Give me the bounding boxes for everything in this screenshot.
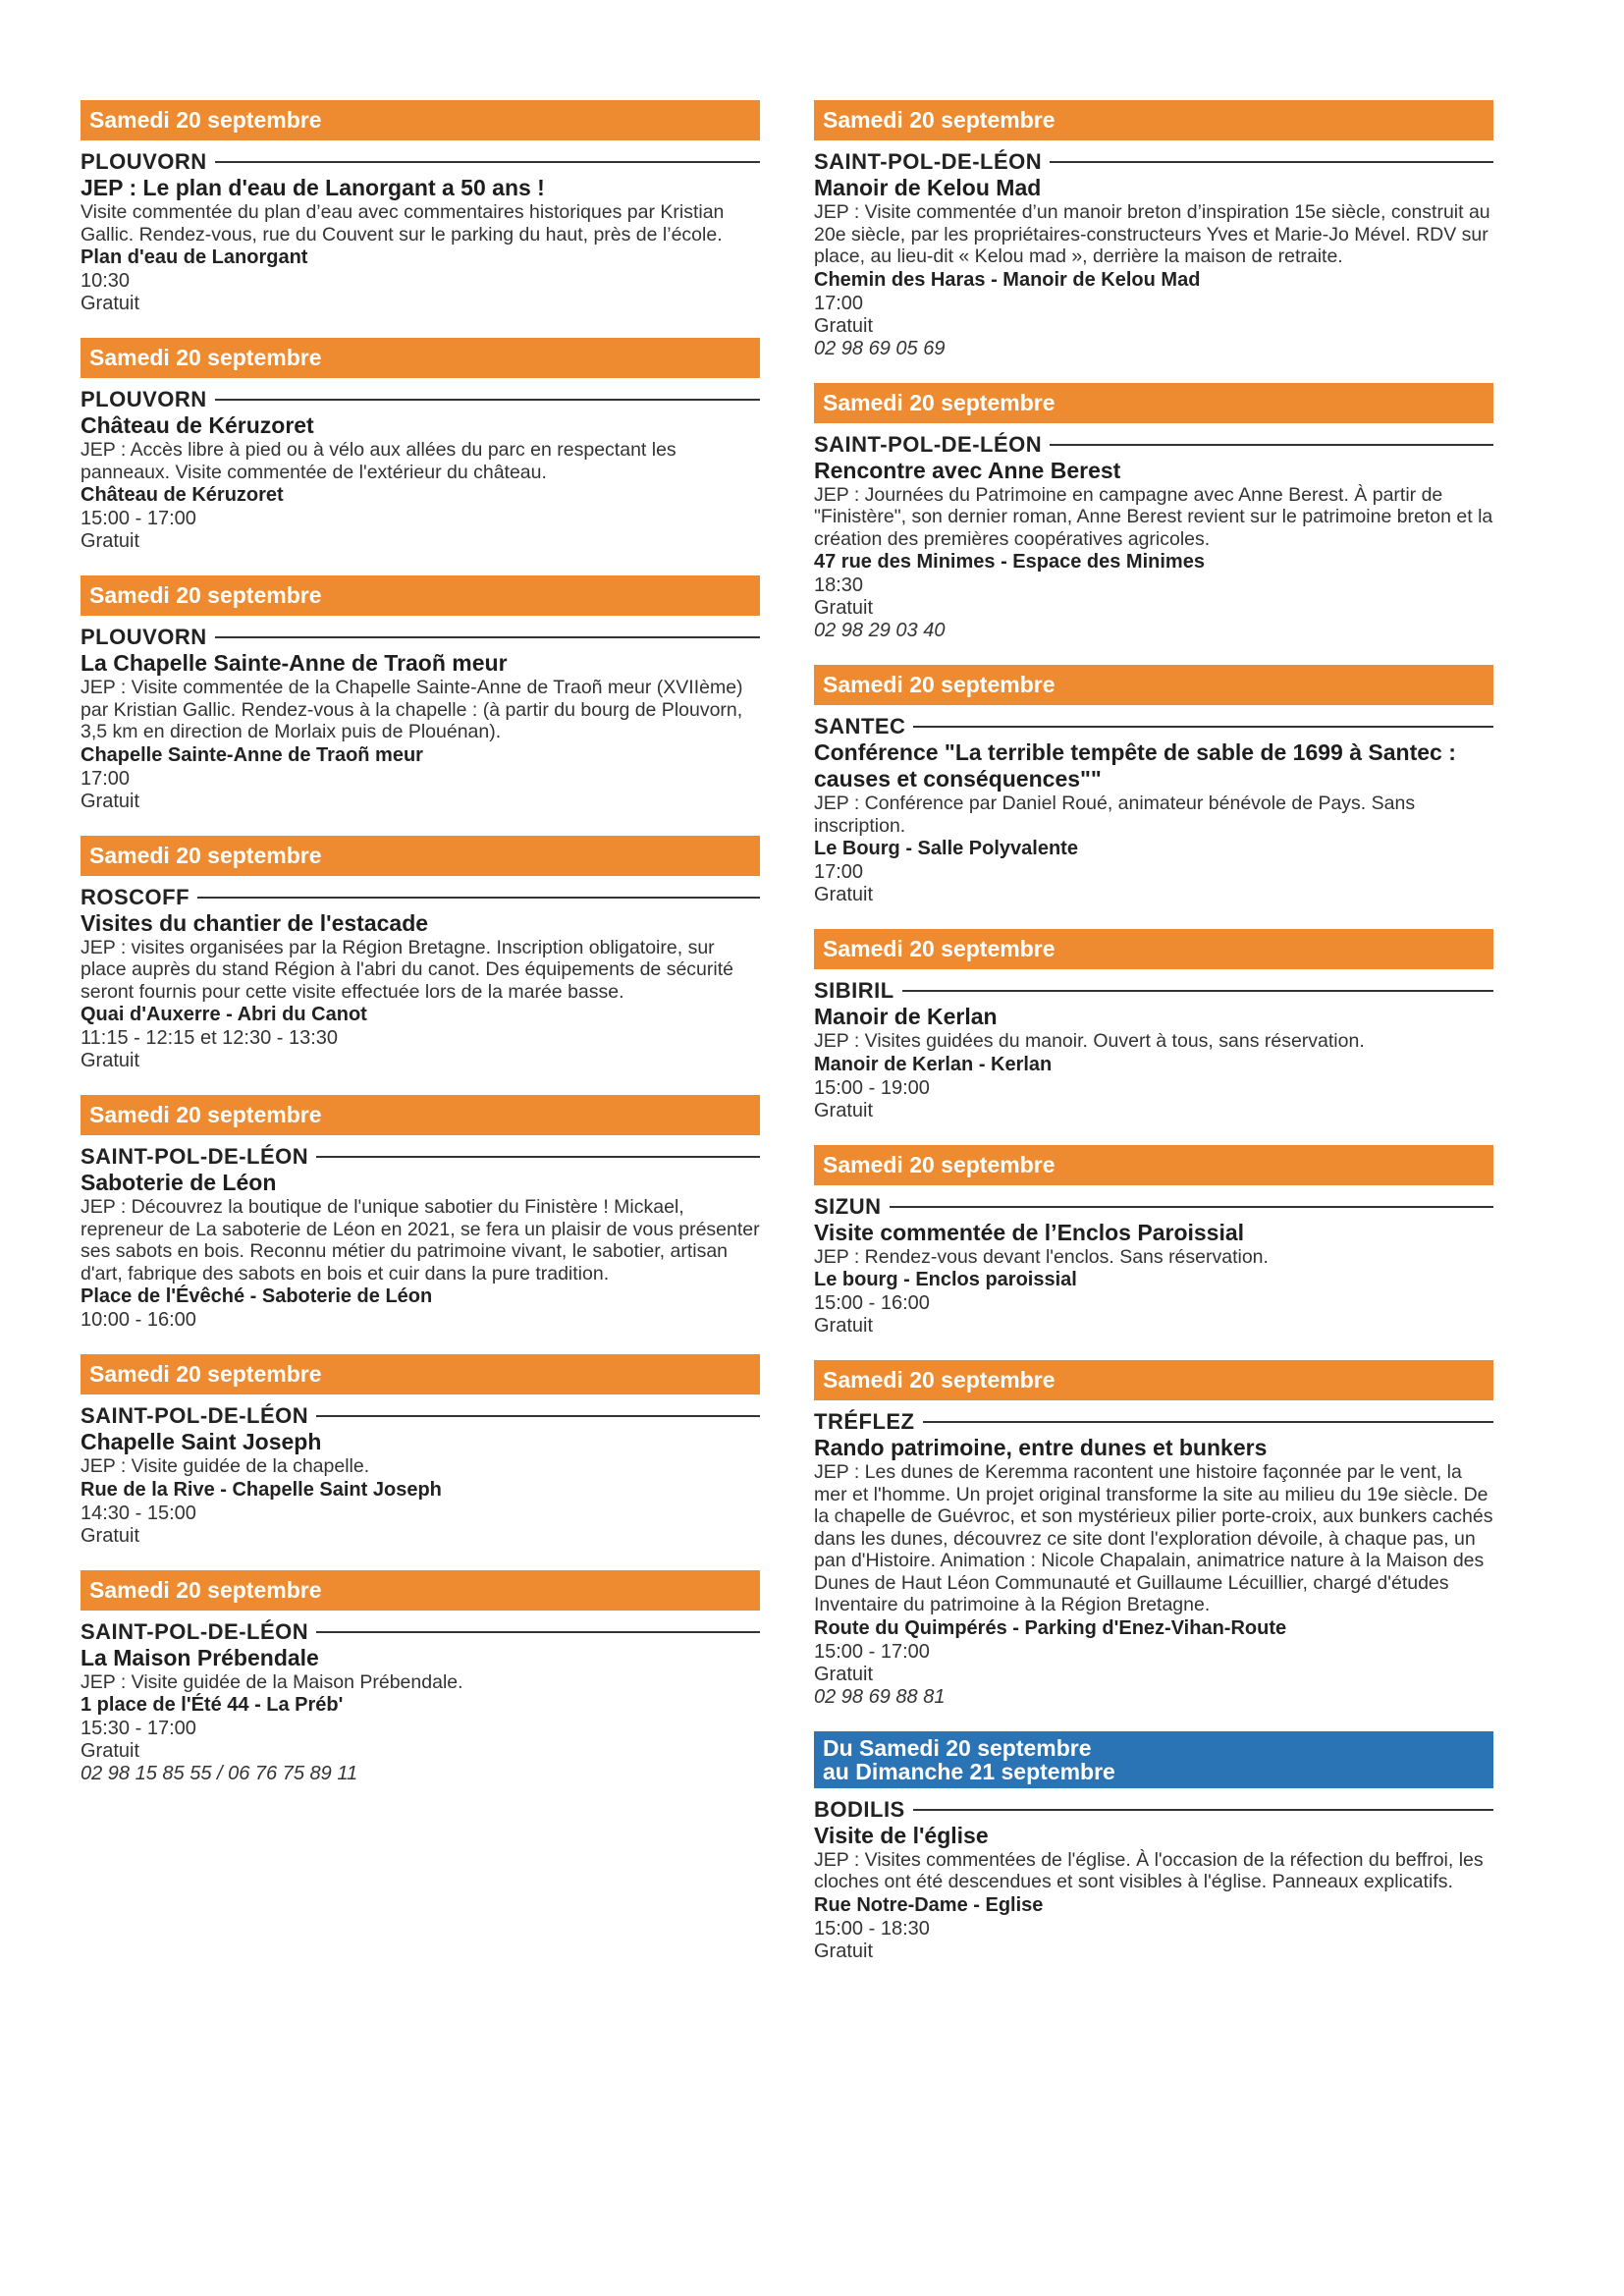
event-city: PLOUVORN — [81, 387, 207, 411]
date-band — [814, 1360, 1493, 1400]
city-row — [814, 1409, 1493, 1435]
divider-line — [902, 990, 1493, 992]
event-date: Samedi 20 septembre — [823, 389, 1056, 415]
event-date: Samedi 20 septembre — [89, 107, 322, 133]
date-band — [814, 665, 1493, 705]
event-title: Conférence "La terrible tempête de sable de 1699 à Santec : causes et conséquences"" — [814, 739, 1456, 792]
event-date: Samedi 20 septembre — [89, 345, 322, 370]
event-city: SAINT-POL-DE-LÉON — [81, 1618, 309, 1644]
divider-line — [215, 161, 760, 163]
event-time: 17:00 — [814, 292, 864, 314]
event-listing — [814, 929, 1493, 1122]
event-date: Samedi 20 septembre — [89, 842, 322, 868]
event-date: Du Samedi 20 septembre — [823, 1734, 1092, 1761]
event-city: SAINT-POL-DE-LÉON — [81, 1403, 309, 1428]
event-date: Samedi 20 septembre — [823, 672, 1056, 697]
city-row — [81, 1619, 760, 1645]
city-row — [814, 714, 1493, 739]
event-phone: 02 98 69 88 81 — [814, 1685, 946, 1708]
city-row — [81, 149, 760, 175]
event-title: Rando patrimoine, entre dunes et bunkers — [814, 1435, 1268, 1460]
event-listing — [81, 575, 760, 813]
city-row — [81, 885, 760, 910]
event-time: 15:00 - 16:00 — [814, 1292, 930, 1314]
date-band — [814, 383, 1493, 423]
event-listing — [814, 1145, 1493, 1339]
event-location: Manoir de Kerlan - Kerlan — [814, 1053, 1053, 1075]
event-location: Route du Quimpérés - Parking d'Enez-Vihan-Route — [814, 1616, 1287, 1639]
event-price: Gratuit — [814, 1940, 874, 1962]
event-description: JEP : Visite guidée de la Maison Prébendale. — [81, 1670, 463, 1693]
event-location: Rue de la Rive - Chapelle Saint Joseph — [81, 1478, 442, 1501]
city-row — [814, 1797, 1493, 1823]
event-phone: 02 98 15 85 55 / 06 76 75 89 11 — [81, 1763, 358, 1784]
event-city: PLOUVORN — [81, 625, 207, 649]
date-band — [81, 1570, 760, 1611]
event-location: Rue Notre-Dame - Eglise — [814, 1893, 1044, 1916]
event-location: Quai d'Auxerre - Abri du Canot — [81, 1004, 367, 1025]
event-time: 10:00 - 16:00 — [81, 1309, 196, 1331]
event-description: JEP : Découvrez la boutique de l'unique sabotier du Finistère ! Mickael, repreneur de La saboterie de Léon en 2021, se fera un plaisir de vous présenter ses sabots en bois. Reconnu métier du patrimoine vivant, le sabotier, artisan d'art, fabrique des sabots en bois et cuir dans la pure tradition. — [81, 1196, 760, 1285]
event-date: Samedi 20 septembre — [89, 1576, 322, 1603]
event-title: Manoir de Kerlan — [814, 1004, 998, 1029]
city-row — [814, 1194, 1493, 1220]
event-description: JEP : visites organisées par la Région Bretagne. Inscription obligatoire, sur place auprès du stand Région à l'abri du canot. Des équipements de sécurité seront fournis pour cette visite effectuée lors de la marée basse. — [81, 936, 733, 1003]
event-description: JEP : Visite commentée de la Chapelle Sainte-Anne de Traoñ meur (XVIIème) par Kristian Gallic. Rendez-vous à la chapelle : (à partir du bourg de Plouvorn, 3,5 km en direction de Morlaix puis de Plouénan). — [81, 677, 743, 742]
event-date: Samedi 20 septembre — [823, 1367, 1056, 1393]
event-price: Gratuit — [814, 597, 874, 619]
event-price: Gratuit — [81, 1050, 140, 1071]
event-title: La Chapelle Sainte-Anne de Traoñ meur — [81, 650, 508, 676]
divider-line — [1050, 444, 1493, 446]
date-band — [81, 1095, 760, 1135]
date-band — [81, 100, 760, 140]
event-location: Chemin des Haras - Manoir de Kelou Mad — [814, 268, 1201, 291]
event-city: SAINT-POL-DE-LÉON — [81, 1144, 309, 1169]
event-location: Place de l'Évêché - Saboterie de Léon — [81, 1285, 433, 1307]
event-listing — [81, 1354, 760, 1548]
event-title: JEP : Le plan d'eau de Lanorgant a 50 ans ! — [81, 175, 545, 200]
event-city: PLOUVORN — [81, 149, 207, 174]
city-row — [814, 149, 1493, 175]
event-location: 47 rue des Minimes - Espace des Minimes — [814, 551, 1205, 573]
city-row — [81, 1144, 760, 1170]
event-price: Gratuit — [814, 884, 874, 905]
date-band — [81, 338, 760, 378]
date-band — [81, 1354, 760, 1394]
event-city: SAINT-POL-DE-LÉON — [814, 431, 1043, 457]
event-date: Samedi 20 septembre — [823, 1151, 1056, 1177]
event-price: Gratuit — [81, 530, 140, 552]
date-band — [814, 929, 1493, 969]
event-city: BODILIS — [814, 1796, 905, 1822]
left-column — [81, 100, 760, 1808]
event-time: 15:00 - 17:00 — [814, 1640, 930, 1663]
event-city: SAINT-POL-DE-LÉON — [814, 149, 1043, 174]
divider-line — [197, 897, 760, 899]
event-title: Manoir de Kelou Mad — [814, 175, 1042, 200]
event-time: 17:00 — [814, 861, 864, 883]
event-location: Chapelle Sainte-Anne de Traoñ meur — [81, 743, 423, 766]
event-city: SIZUN — [814, 1193, 882, 1219]
city-row — [81, 1403, 760, 1429]
event-price: Gratuit — [81, 293, 140, 314]
event-listing — [81, 1570, 760, 1786]
event-listing — [814, 1731, 1493, 1963]
date-band — [814, 1731, 1493, 1788]
divider-line — [215, 636, 760, 638]
event-price: Gratuit — [81, 1524, 140, 1547]
event-location: Plan d'eau de Lanorgant — [81, 246, 308, 268]
event-title: La Maison Prébendale — [81, 1644, 319, 1670]
event-city: SANTEC — [814, 714, 906, 738]
date-band — [81, 575, 760, 616]
event-location: Château de Kéruzoret — [81, 484, 284, 506]
event-time: 10:30 — [81, 270, 131, 292]
divider-line — [215, 399, 760, 401]
event-time: 15:00 - 18:30 — [814, 1917, 930, 1940]
event-date: Samedi 20 septembre — [89, 1102, 322, 1127]
event-description: JEP : Les dunes de Keremma racontent une histoire façonnée par le vent, la mer et l'homme. Un projet original transforme la site au milieu du 19e siècle. De la chapelle de Guévroc, et son mystérieux pilier porte-croix, aux bunkers cachés dans les dunes, découvrez ce site dont l'exploration dévoile, à chaque pas, un pan d'Histoire. Animation : Nicole Chapalain, animatrice nature à la Maison des Dunes de Haut Léon Communauté et Guillaume Lécuillier, chargé d'études Inventaire du patrimoine à la Région Bretagne. — [814, 1461, 1493, 1615]
event-description: JEP : Visite guidée de la chapelle. — [81, 1455, 370, 1477]
event-city: ROSCOFF — [81, 884, 190, 909]
event-date: Samedi 20 septembre — [89, 1361, 322, 1387]
event-date-end: au Dimanche 21 septembre — [823, 1758, 1115, 1784]
divider-line — [316, 1156, 760, 1158]
city-row — [81, 387, 760, 412]
event-description: JEP : Rendez-vous devant l'enclos. Sans réservation. — [814, 1245, 1269, 1268]
divider-line — [890, 1206, 1494, 1208]
event-location: Le Bourg - Salle Polyvalente — [814, 838, 1078, 859]
event-description: JEP : Accès libre à pied ou à vélo aux allées du parc en respectant les panneaux. Visite commentée de l'extérieur du château. — [81, 439, 677, 483]
event-title: Château de Kéruzoret — [81, 412, 314, 438]
event-time: 17:00 — [81, 767, 131, 790]
event-time: 15:30 - 17:00 — [81, 1718, 196, 1739]
date-band — [81, 836, 760, 876]
event-title: Visite de l'église — [814, 1822, 989, 1848]
event-price: Gratuit — [814, 1663, 874, 1685]
right-column — [814, 100, 1493, 1986]
event-title: Visite commentée de l’Enclos Paroissial — [814, 1219, 1245, 1245]
date-band — [814, 100, 1493, 140]
event-date: Samedi 20 septembre — [823, 107, 1056, 133]
divider-line — [316, 1631, 760, 1633]
event-date: Samedi 20 septembre — [823, 936, 1056, 961]
event-price: Gratuit — [81, 1740, 140, 1762]
date-band — [814, 1145, 1493, 1185]
event-time: 14:30 - 15:00 — [81, 1502, 196, 1524]
event-location: Le bourg - Enclos paroissial — [814, 1269, 1077, 1290]
event-phone: 02 98 69 05 69 — [814, 337, 946, 359]
event-listing — [81, 1095, 760, 1332]
event-listing — [814, 1360, 1493, 1709]
event-description: JEP : Conférence par Daniel Roué, animateur bénévole de Pays. Sans inscription. — [814, 793, 1416, 837]
city-row — [814, 432, 1493, 458]
event-price: Gratuit — [814, 1315, 874, 1337]
event-price: Gratuit — [814, 1099, 874, 1121]
event-title: Rencontre avec Anne Berest — [814, 457, 1121, 483]
event-time: 15:00 - 19:00 — [814, 1076, 930, 1099]
divider-line — [913, 1809, 1493, 1811]
event-description: JEP : Visites guidées du manoir. Ouvert à tous, sans réservation. — [814, 1030, 1365, 1052]
event-price: Gratuit — [81, 790, 140, 812]
event-description: JEP : Visites commentées de l'église. À l'occasion de la réfection du beffroi, les cloches ont été descendues et sont visibles à l'église. Panneaux explicatifs. — [814, 1848, 1484, 1892]
event-listing — [81, 100, 760, 315]
event-listing — [814, 383, 1493, 643]
event-title: Visites du chantier de l'estacade — [81, 909, 429, 936]
event-price: Gratuit — [814, 314, 874, 337]
city-row — [81, 625, 760, 650]
event-time: 11:15 - 12:15 et 12:30 - 13:30 — [81, 1027, 339, 1049]
event-listing — [81, 836, 760, 1073]
event-city: SIBIRIL — [814, 978, 894, 1003]
event-description: Visite commentée du plan d’eau avec commentaires historiques par Kristian Gallic. Rendez-vous, rue du Couvent sur le parking du haut, près de l’école. — [81, 201, 725, 246]
event-listing — [814, 665, 1493, 906]
divider-line — [316, 1415, 760, 1417]
event-title: Chapelle Saint Joseph — [81, 1429, 322, 1454]
event-listing — [81, 338, 760, 553]
event-city: TRÉFLEZ — [814, 1409, 915, 1434]
event-date: Samedi 20 septembre — [89, 582, 322, 608]
divider-line — [923, 1421, 1494, 1423]
event-time: 15:00 - 17:00 — [81, 508, 196, 529]
event-location: 1 place de l'Été 44 - La Préb' — [81, 1694, 344, 1716]
divider-line — [913, 726, 1493, 728]
event-phone: 02 98 29 03 40 — [814, 620, 946, 641]
event-listing — [814, 100, 1493, 360]
event-time: 18:30 — [814, 574, 864, 596]
event-title: Saboterie de Léon — [81, 1170, 277, 1195]
city-row — [814, 978, 1493, 1004]
event-description: JEP : Journées du Patrimoine en campagne avec Anne Berest. À partir de "Finistère", son dernier roman, Anne Berest revient sur le patrimoine breton et la création des premières coopératives agricoles. — [814, 483, 1493, 550]
event-description: JEP : Visite commentée d’un manoir breton d’inspiration 15e siècle, construit au 20e siècle, par les propriétaires-constructeurs Yves et Marie-Jo Mével. RDV sur place, au lieu-dit « Kelou mad », derrière la maison de retraite. — [814, 201, 1490, 267]
divider-line — [1050, 161, 1493, 163]
